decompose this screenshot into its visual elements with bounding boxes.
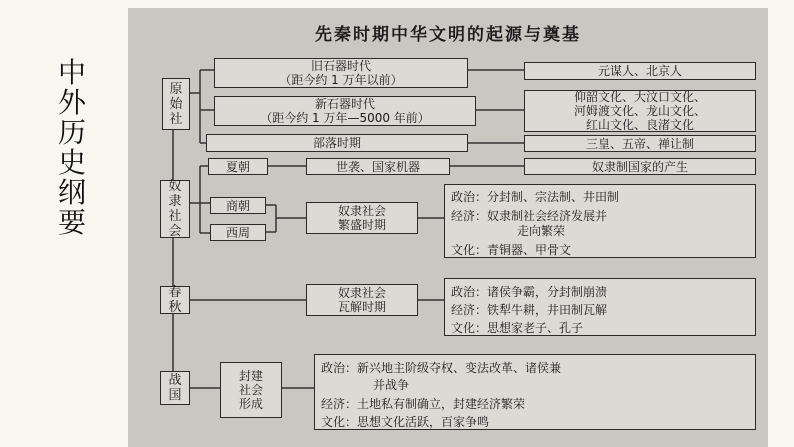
xia-result — [524, 158, 756, 175]
side-title-char: 纲 — [57, 176, 86, 209]
feudal-formation — [220, 362, 282, 418]
detail-economy: 经济：奴隶制社会经济发展并 — [451, 209, 608, 223]
xia-dynasty-label: 夏朝 — [225, 159, 250, 174]
western-zhou-label: 西周 — [225, 225, 250, 240]
side-title-char: 要 — [57, 206, 86, 239]
spring-details — [444, 278, 756, 336]
old-stone-result — [524, 62, 756, 80]
stage-spring-autumn — [160, 286, 190, 314]
detail-economy: 经济：土地私有制确立，封建经济繁荣 — [321, 397, 526, 411]
new-stone-age-line: 新石器时代 — [314, 97, 375, 111]
feudal-formation-line: 社会 — [238, 383, 263, 397]
new-stone-result — [524, 90, 756, 132]
slave-decline-line: 瓦解时期 — [337, 300, 386, 314]
side-title-char: 历 — [57, 116, 86, 149]
slave-details — [444, 184, 756, 258]
detail-economy-cont: 走向繁荣 — [517, 224, 566, 238]
detail-politics-cont: 并战争 — [373, 378, 410, 392]
tribal-period-label: 部落时期 — [312, 136, 361, 150]
side-title-char: 史 — [57, 146, 86, 179]
textbook-photo — [128, 8, 768, 447]
stage-warring-states — [160, 371, 190, 405]
slave-prosperity-line: 繁盛时期 — [337, 218, 386, 232]
xia-result-label: 奴隶制国家的产生 — [591, 159, 688, 174]
side-title-char: 中 — [57, 56, 86, 89]
stage-char: 奴 — [168, 179, 182, 194]
slave-prosperity-line: 奴隶社会 — [337, 204, 386, 218]
detail-culture: 文化：青铜器、甲骨文 — [451, 243, 572, 257]
detail-politics: 政治：诸侯争霸，分封制崩溃 — [451, 285, 608, 299]
shang-dynasty-label: 商朝 — [225, 198, 250, 213]
detail-politics: 政治：分封制、宗法制、井田制 — [451, 190, 620, 204]
old-stone-age-line: 旧石器时代 — [310, 59, 371, 73]
xia-features-label: 世袭、国家机器 — [335, 159, 420, 174]
stage-char: 社 — [168, 209, 182, 224]
detail-culture: 文化：思想文化活跃，百家争鸣 — [321, 415, 490, 429]
xia-features — [306, 158, 450, 175]
tribal-period — [206, 134, 468, 152]
side-title — [52, 58, 92, 238]
side-title-char: 外 — [57, 86, 86, 119]
stage-char: 战 — [168, 373, 182, 388]
stage-char: 春 — [168, 285, 182, 300]
slave-decline-line: 奴隶社会 — [337, 286, 386, 300]
tribal-result — [524, 135, 756, 152]
stage-char: 会 — [168, 224, 182, 239]
shang-dynasty — [210, 197, 266, 214]
tribal-result-label: 三皇、五帝、禅让制 — [585, 136, 694, 151]
western-zhou — [210, 224, 266, 241]
warring-details — [314, 354, 756, 430]
new-stone-result-line: 河姆渡文化、龙山文化、 — [573, 104, 706, 118]
stage-char: 隶 — [168, 194, 182, 209]
slave-decline — [306, 284, 418, 316]
new-stone-result-line: 仰韶文化、大汶口文化、 — [573, 90, 706, 104]
doc-title: 先秦时期中华文明的起源与奠基 — [315, 25, 581, 45]
old-stone-age-line: （距今约 1 万年以前） — [279, 73, 403, 87]
old-stone-result-label: 元谋人、北京人 — [597, 64, 682, 78]
xia-dynasty — [208, 158, 268, 175]
detail-economy: 经济：铁犁牛耕，井田制瓦解 — [451, 303, 608, 317]
detail-culture: 文化：思想家老子、孔子 — [451, 321, 584, 335]
new-stone-age — [214, 96, 476, 126]
stage-char: 社 — [169, 111, 183, 127]
new-stone-result-line: 红山文化、良渚文化 — [585, 118, 694, 132]
feudal-formation-line: 形成 — [238, 397, 263, 411]
detail-politics: 政治：新兴地主阶级夺权、变法改革、诸侯兼 — [321, 361, 562, 375]
stage-primitive — [162, 78, 190, 130]
old-stone-age — [214, 58, 468, 88]
stage-char: 秋 — [168, 300, 182, 315]
stage-char: 始 — [169, 96, 183, 112]
stage-char: 国 — [168, 388, 182, 403]
slave-prosperity — [306, 202, 418, 234]
stage-slave — [160, 180, 190, 238]
feudal-formation-line: 封建 — [238, 369, 263, 383]
stage-char: 原 — [169, 81, 183, 97]
new-stone-age-line: （距今约 1 万年—5000 年前） — [260, 111, 430, 125]
